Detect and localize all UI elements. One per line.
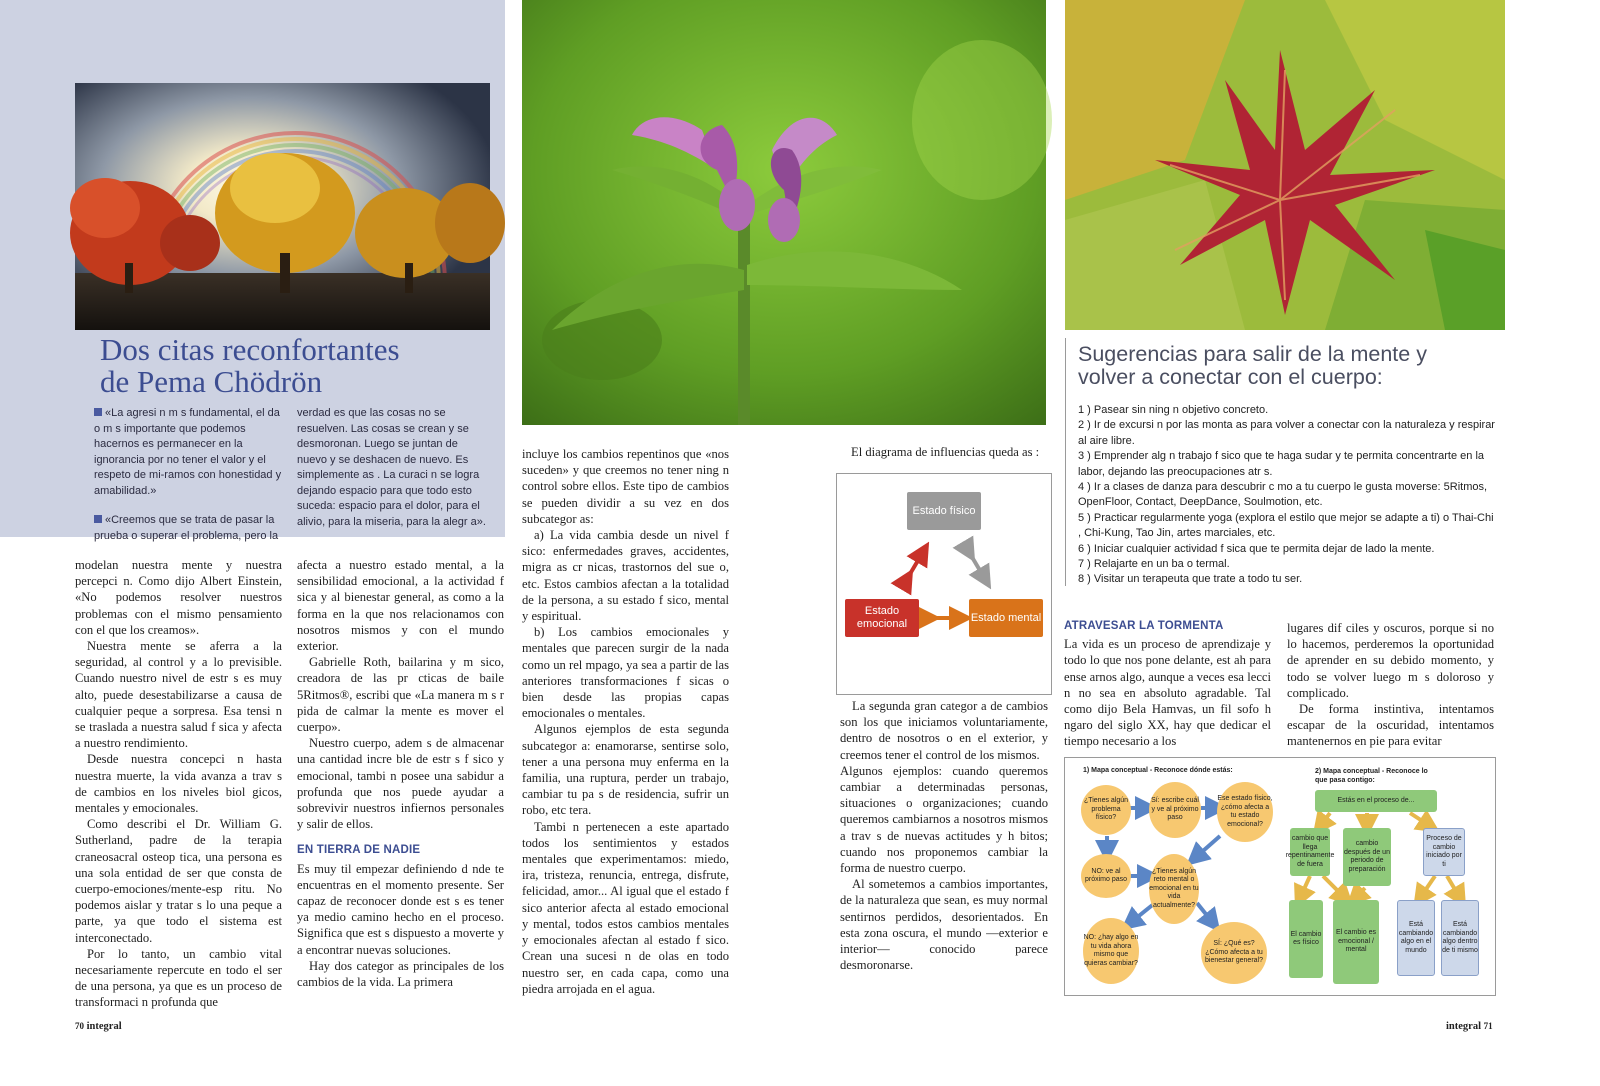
col1-para-5: Por lo tanto, un cambio vital necesariamente repercute en todo el ser de una persona, ya que es un proceso de transformaci n profunda que	[75, 946, 282, 1010]
col1-para-1: modelan nuestra mente y nuestra percepci n. Como dijo Albert Einstein, «No podemos resolver nuestros problemas con el mismo pensamiento con el que los creamos».	[75, 558, 282, 637]
col2-para-5: Hay dos categor as principales de los cambios de la vida. La primera	[297, 958, 504, 990]
cm-node-p-top: Estás en el proceso de...	[1315, 790, 1437, 812]
bullet-icon	[94, 408, 102, 416]
tips-title-line2: volver a conectar con el cuerpo:	[1078, 365, 1383, 389]
col5-para-1: La vida es un proceso de aprendizaje y todo lo que nos pone delante, est ah para ense arnos algo, aunque a veces esa lecci n no sea en absoluto agradable. Tal como dijo Bela Hamvas, un fil sofo h ngaro del siglo XX, hay que dedicar el tiempo necesario a los	[1064, 637, 1271, 749]
col2-para-2: Gabrielle Roth, bailarina y m sico, creadora de las pr cticas de baile 5Ritmos®, escribi que «La manera m s r pida de calmar la mente es mover el cuerpo».	[297, 655, 504, 735]
node-estado-mental: Estado mental	[969, 599, 1043, 637]
cm-node-q5: ¿Tienes algún reto mental o emocional en tu vida actualmente?	[1149, 854, 1199, 924]
cm-node-p1: cambio que llega repentinamente de fuera	[1290, 828, 1330, 876]
col3-para-3: b) Los cambios emocionales y mentales que parecen surgir de la nada como un rel mpago, ya sea a partir de las anteriores transformaciones f sicas o bien desde las propias capas emocionales o mentales.	[522, 625, 729, 721]
cm-node-q6: NO: ¿hay algo en tu vida ahora mismo que quieras cambiar?	[1083, 918, 1139, 984]
folio-left	[75, 1021, 122, 1032]
photo-leaves	[1065, 0, 1505, 330]
col3-para-1: incluye los cambios repentinos que «nos suceden» y que creemos no tener ning n control sobre ellos. Este tipo de cambios se pueden dividir a su vez en dos subcategor as:	[522, 447, 729, 526]
magazine-name-right: integral	[1446, 1021, 1481, 1032]
cm-node-p3: Proceso de cambio iniciado por ti	[1423, 828, 1465, 876]
cm-node-q3: Ese estado físico, ¿cómo afecta a tu estado emocional?	[1217, 782, 1273, 842]
cm-node-p6: Está cambiando algo en el mundo	[1397, 900, 1435, 976]
photo-rainbow-trees	[75, 83, 490, 330]
col3-para-2: a) La vida cambia desde un nivel f sico: enfermedades graves, accidentes, migra as cr nicas, trastornos del sue o, etc. Estos cambios afectan a la totalidad de la persona, a su estado f sico, mental y espiritual.	[522, 528, 729, 624]
col4-para-3: Al sometemos a cambios importantes, de la naturaleza que sean, es muy normal sentirnos perdidos, desorientados. En esta zona oscura, el mundo —exterior e interior— conocido parece desmoronarse.	[840, 877, 1048, 973]
bullet-icon	[94, 515, 102, 523]
quote-column-1	[94, 406, 284, 542]
col2-para-3: Nuestro cuerpo, adem s de almacenar una cantidad incre ble de estr s f sico y emocional, tambi n posee una sabidur a profunda que nos puede ayudar a sobrevivir nuestros infiernos personales y salir de ellos.	[297, 736, 504, 832]
sidebar-title-line1: Dos citas reconfortantes	[100, 332, 400, 367]
col1-para-4: Como describi el Dr. William G. Sutherland, padre de la terapia craneosacral osteop tica, una persona es una sola entidad de ser que consta de cuerpo-emociones/mente-esp ritu. No podemos aislar y tratar s lo una peque a parte, ya que todo el sistema est interconectado.	[75, 817, 282, 945]
cm-node-q1: ¿Tienes algún problema físico?	[1081, 785, 1131, 835]
node-estado-fisico: Estado físico	[907, 492, 981, 530]
body-column-1	[75, 557, 282, 1010]
page-number-left: 70	[75, 1021, 84, 1031]
body-column-2	[297, 557, 504, 1002]
concept-map-2-title: 2) Mapa conceptual - Reconoce lo que pasa contigo:	[1315, 768, 1428, 784]
quote-column-2	[297, 406, 487, 532]
col2-para-4: Es muy til empezar definiendo d nde te encuentras en el momento presente. Ser capaz de reconocer donde est s es tener ya medio camino hecho en el proceso. Significa que est s dispuesto a moverte y a encontrar nuevas soluciones.	[297, 861, 504, 957]
tips-list	[1078, 403, 1496, 588]
col4-para-1: La segunda gran categor a de cambios son los que iniciamos voluntariamente, dentro de nosotros o en el exterior, y creemos tener el control de los mismos.	[840, 699, 1048, 762]
tip-item: 7 ) Relajarte en un ba o termal.	[1078, 558, 1230, 571]
sidebar-title	[100, 334, 500, 398]
section-heading-tierra: EN TIERRA DE NADIE	[297, 844, 421, 857]
body-column-6	[1287, 620, 1494, 748]
body-column-5	[1064, 616, 1271, 748]
tip-item: 4 ) Ir a clases de danza para descubrir c mo a tu cuerpo le gusta moverse: 5Ritmos, OpenFloor, Contact, DeepDance, Soulmotion, etc.	[1078, 481, 1488, 509]
col3-para-5: Tambi n pertenecen a este apartado todos los sentimientos y estados mentales que experimentamos: miedo, ira, tristeza, renuncia, entrega, disfrute, felicidad, amor... Al igual que el estado f sico anterior afecta al estado emocional y mental, todos estos cambios mentales y emocionales afectan al estado f sico. Crean una sucesi n de olas en todo nuestro ser, en cada capa, como una piedra arrojada en el agua.	[522, 819, 729, 996]
col6-para-1: lugares dif ciles y oscuros, porque si no lo hacemos, perderemos la oportunidad de aprender en su debido momento, y todo se volver luego m s doloroso y complicado.	[1287, 621, 1494, 700]
body-column-3	[522, 446, 729, 1002]
quote-2-end: verdad es que las cosas no se resuelven. Las cosas se crean y se desmoronan. Luego se juntan de nuevo y se deshacen de nuevo. Es simplemente as . La curaci n se logra dejando espacio para que todo esto suceda: espacio para el dolor, para el alivio, para la miseria, para la alegr a».	[297, 407, 486, 528]
tip-item: 2 ) Ir de excursi n por las monta as para volver a conectar con la naturaleza y respirar al aire libre.	[1078, 419, 1495, 447]
tip-item: 3 ) Emprender alg n trabajo f sico que te haga sudar y te permita concentrarte en la labor, dejando las preocupaciones atr s.	[1078, 450, 1485, 478]
cm-node-q4: NO: ve al próximo paso	[1081, 854, 1131, 898]
col1-para-2: Nuestra mente se aferra a la seguridad, al control y a lo previsible. Cuando nuestro nivel de estr s es muy alto, puede desestabilizarse a causa de cualquier peque a sorpresa. Esa tensi n se traslada a nuestra salud f sica y afecta a nuestro rendimiento.	[75, 639, 282, 751]
cm-node-p4: El cambio es físico	[1289, 900, 1323, 978]
tip-item: 5 ) Practicar regularmente yoga (explora el estilo que mejor se adapte a ti) o Thai-Chi , Chi-Kung, Tao Jin, artes marciales, etc.	[1078, 511, 1494, 540]
col1-para-3: Desde nuestra concepci n hasta nuestra muerte, la vida avanza a trav s de cambios en los niveles biol gicos, mentales y emocionales.	[75, 752, 282, 816]
cm-node-p2: cambio después de un periodo de preparación	[1343, 828, 1391, 886]
cm-node-q2: Sí: escribe cuál y ve al próximo paso	[1149, 782, 1201, 838]
col2-para-1: afecta a nuestro estado mental, a la sensibilidad emocional, a la actividad f sica y al bienestar general, as como a la forma en la que nos relacionamos con nosotros mismos y con el mundo exterior.	[297, 558, 504, 654]
quote-1: «La agresi n m s fundamental, el da o m s importante que podemos hacernos es permanecer en la ignorancia por no tener el valor y el respeto de mi-ramos con honestidad y amabilidad.»	[94, 407, 282, 497]
concept-map	[1064, 757, 1496, 996]
tip-item: 8 ) Visitar un terapeuta que trate a todo tu ser.	[1078, 573, 1303, 586]
cm-node-p5: El cambio es emocional / mental	[1333, 900, 1379, 984]
page-number-right: 71	[1483, 1021, 1493, 1031]
concept-map-1-title: 1) Mapa conceptual - Reconoce dónde estás:	[1083, 767, 1233, 774]
cm-node-q7: SÍ: ¿Qué es? ¿Cómo afecta a tu bienestar general?	[1201, 922, 1267, 984]
cm-node-p7: Está cambiando algo dentro de ti mismo	[1441, 900, 1479, 976]
diagram-caption: El diagrama de influencias queda as :	[851, 445, 1040, 459]
body-column-4	[840, 698, 1048, 1002]
quote-2-start: «Creemos que se trata de pasar la prueba o superar el problema, pero la	[94, 514, 279, 542]
section-heading-tormenta: ATRAVESAR LA TORMENTA	[1064, 620, 1224, 632]
sidebar-title-line2: de Pema Chödrön	[100, 364, 323, 399]
magazine-name-left: integral	[86, 1021, 122, 1032]
tips-title	[1078, 343, 1498, 389]
folio-right	[1446, 1021, 1493, 1032]
tip-item: 6 ) Iniciar cualquier actividad f sica que te permita dejar de lado la mente.	[1078, 542, 1435, 555]
tip-item: 1 ) Pasear sin ning n objetivo concreto.	[1078, 404, 1269, 416]
tips-title-line1: Sugerencias para salir de la mente y	[1078, 342, 1427, 366]
col3-para-4: Algunos ejemplos de esta segunda subcategor a: enamorarse, sentirse solo, tener a una persona muy enferma en la familia, una ruptura, perder un trabajo, cambiar tu pa s de residencia, sufrir un robo, etc tera.	[522, 722, 729, 818]
influence-diagram	[836, 473, 1052, 695]
col4-para-2: Algunos ejemplos: cuando queremos cambiar a determinadas personas, situaciones o organizaciones; cuando queremos cambiarnos a nosotros mismos a trav s de nuevas actitudes y h bitos; cuando nos proponemos cambiar la forma de nuestro cuerpo.	[840, 763, 1048, 876]
photo-flower	[522, 0, 1046, 425]
node-estado-emocional: Estado emocional	[845, 599, 919, 637]
tips-rule	[1065, 338, 1066, 586]
col6-para-2: De forma instintiva, intentamos escapar de la oscuridad, intentamos mantenernos en pie para evitar	[1287, 702, 1494, 749]
